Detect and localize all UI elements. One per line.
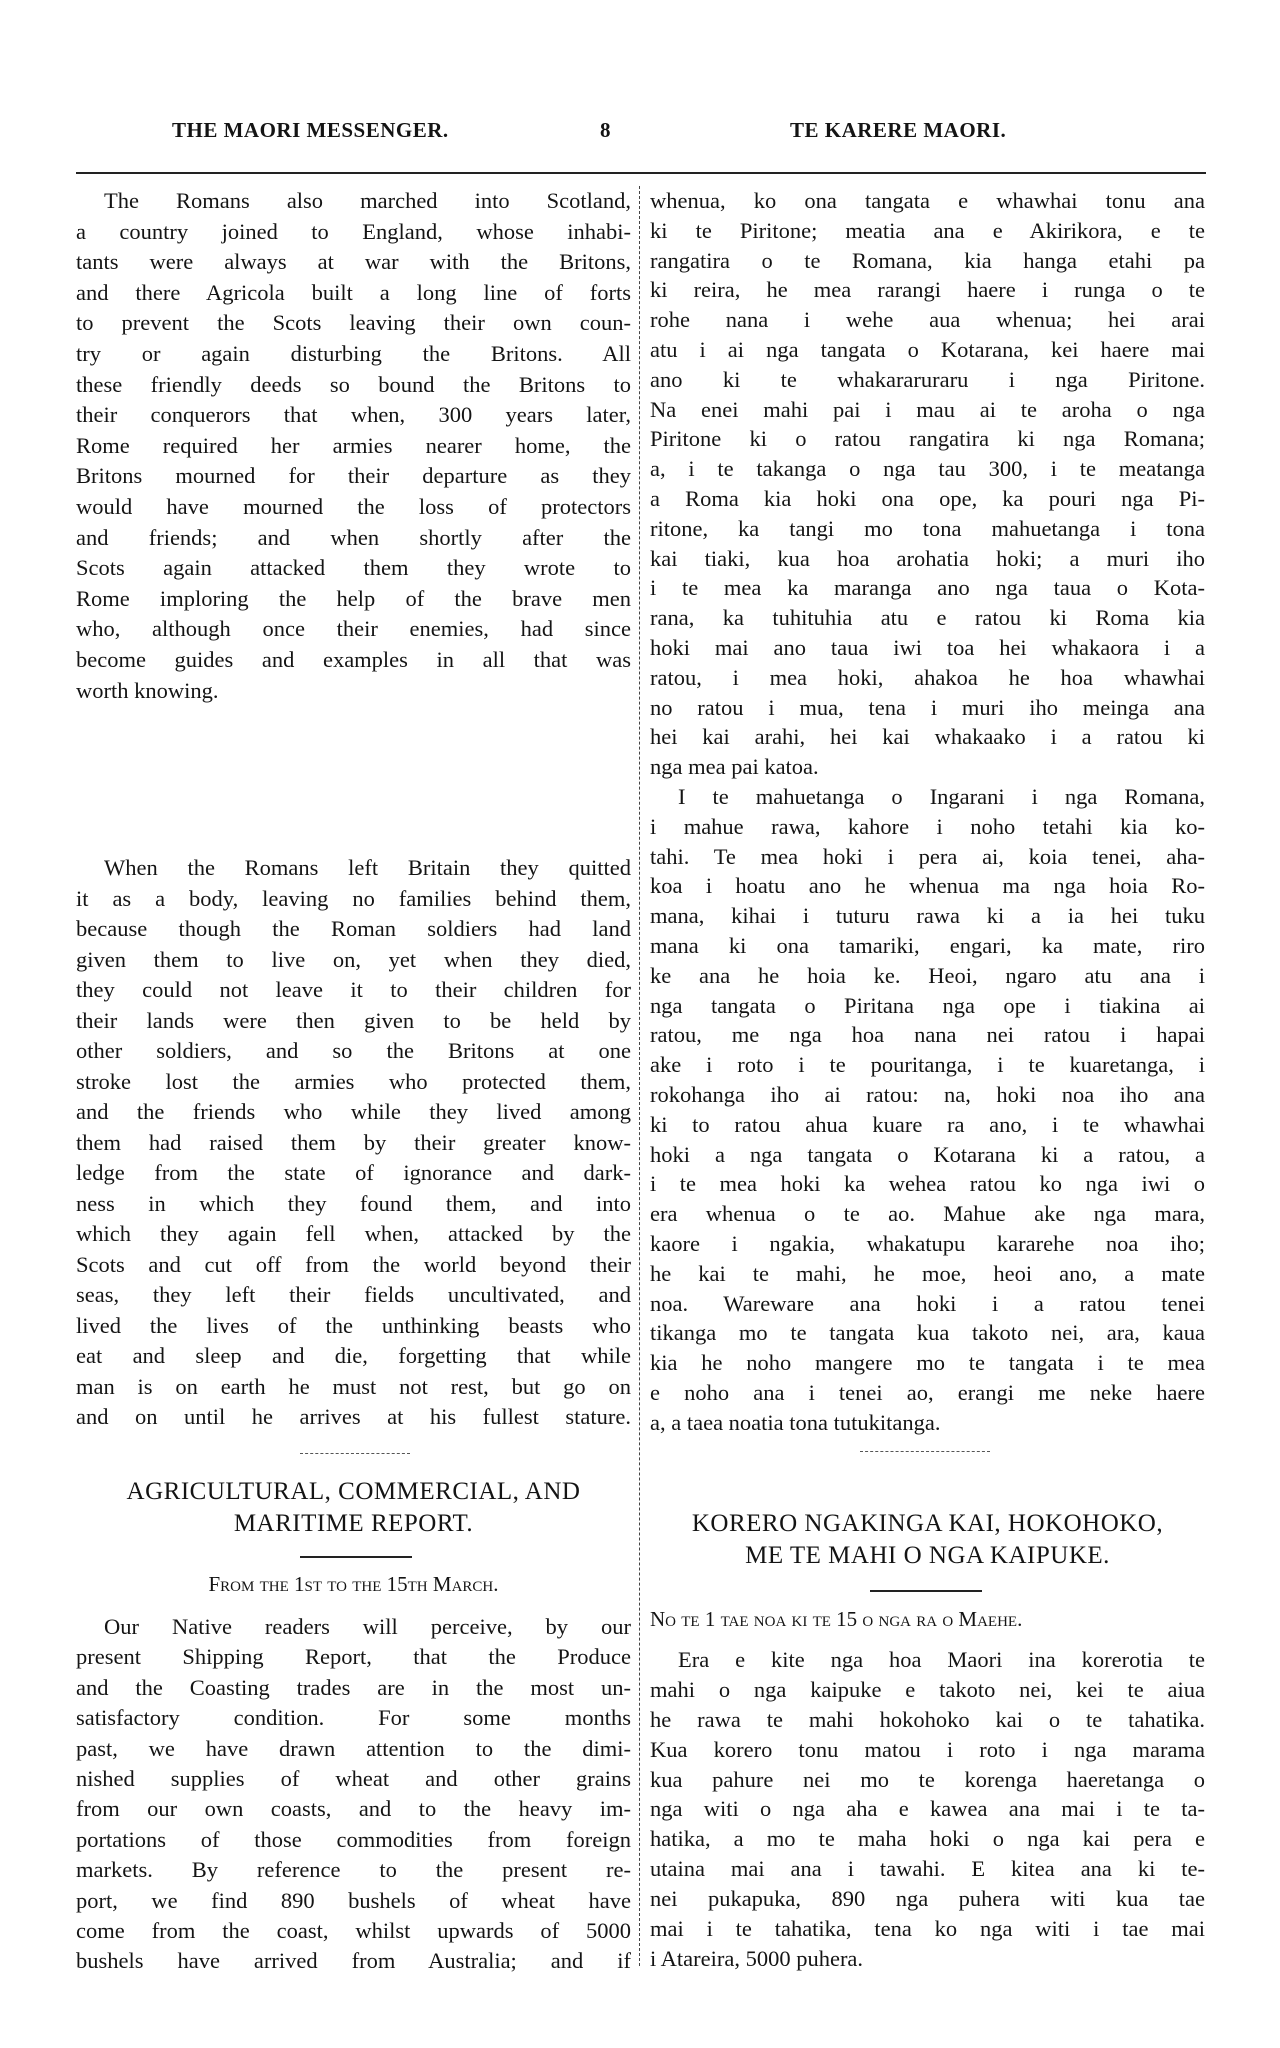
text-line: and on until he arrives at his fullest stature.: [76, 1404, 631, 1429]
text-line: bushels have arrived from Australia; and if: [76, 1948, 631, 1974]
left-paragraph-3: [76, 1612, 631, 1977]
text-line: ness in which they found them, and into: [76, 1190, 631, 1216]
left-section-heading: [76, 1476, 631, 1540]
text-line: their lands were then given to be held by: [76, 1007, 631, 1033]
text-line: mahi o nga kaipuke e takoto nei, kei te aiua: [650, 1676, 1205, 1702]
text-line: kai tiaki, kua hoa arohatia hoki; a muri iho: [650, 545, 1205, 571]
text-line: lived the lives of the unthinking beasts who: [76, 1312, 631, 1338]
text-line: koa i hoatu ano he whenua ma nga hoia Ro-: [650, 873, 1205, 899]
text-line: hoki a nga tangata o Kotarana ki a ratou, a: [650, 1141, 1205, 1167]
section-divider: [300, 1453, 410, 1454]
text-line: Rome required her armies nearer home, the: [76, 432, 631, 458]
text-line: rokohanga iho ai ratou: na, hoki noa iho ana: [650, 1081, 1205, 1107]
text-line: kua pahure nei mo te korenga haeretanga o: [650, 1766, 1205, 1792]
text-line: The Romans also marched into Scotland,: [104, 188, 631, 213]
text-line: he rawa te mahi hokohoko kai o te tahatika.: [650, 1706, 1205, 1732]
text-line: them had raised them by their greater know-: [76, 1129, 631, 1155]
text-line: Rome imploring the help of the brave men: [76, 585, 631, 611]
text-line: eat and sleep and die, forgetting that while: [76, 1343, 631, 1368]
text-line: Scots and cut off from the world beyond their: [76, 1251, 631, 1277]
text-line: i te mea hoki ka wehea ratou ko nga iwi o: [650, 1171, 1205, 1197]
text-line: i Atareira, 5000 puhera.: [650, 1945, 864, 1971]
text-line: noa. Wareware ana hoki i a ratou tenei: [650, 1290, 1205, 1316]
text-line: their conquerors that when, 300 years later,: [76, 402, 631, 428]
text-line: atu i ai nga tangata o Kotarana, kei haere mai: [650, 336, 1205, 362]
text-line: because though the Roman soldiers had land: [76, 916, 631, 941]
text-line: who, although once their enemies, had since: [76, 616, 631, 642]
text-line: these friendly deeds so bound the Britons to: [76, 371, 631, 397]
text-line: and the friends who while they lived among: [76, 1099, 631, 1124]
text-line: and there Agricola built a long line of forts: [76, 279, 631, 305]
right-section-heading: [650, 1508, 1205, 1572]
text-line: present Shipping Report, that the Produce: [76, 1644, 631, 1670]
text-line: Britons mourned for their departure as they: [76, 463, 631, 489]
text-line: mana ki ona tamariki, engari, ka mate, riro: [650, 932, 1205, 958]
text-line: nished supplies of wheat and other grains: [76, 1765, 631, 1791]
text-line: man is on earth he must not rest, but go on: [76, 1373, 631, 1399]
heading-line: MARITIME REPORT.: [233, 1510, 474, 1537]
text-line: ake i roto i te pouritanga, i te kuaretanga, i: [650, 1052, 1205, 1078]
text-line: nga witi o nga aha e kawea ana mai i te ta-: [650, 1796, 1205, 1822]
header-right-title: TE KARERE MAORI.: [790, 118, 1007, 142]
text-line: Kua korero tonu matou i roto i nga marama: [650, 1736, 1205, 1762]
text-line: tikanga mo te tangata kua takoto nei, ara, kaua: [650, 1320, 1205, 1346]
text-line: Era e kite nga hoa Maori ina korerotia te: [678, 1647, 1205, 1672]
text-line: satisfactory condition. For some months: [76, 1705, 631, 1731]
text-line: a Roma kia hoki ona ope, ka pouri nga Pi-: [650, 485, 1205, 511]
text-line: hoki mai ano taua iwi toa hei whakaora i a: [650, 634, 1205, 660]
right-subheading: No te 1 tae noa ki te 15 o nga ra o Maehe.: [650, 1607, 1023, 1631]
text-line: markets. By reference to the present re-: [76, 1857, 631, 1883]
text-line: seas, they left their fields uncultivated, and: [76, 1282, 631, 1307]
page-number: 8: [600, 118, 611, 142]
text-line: and friends; and when shortly after the: [76, 524, 631, 550]
text-line: come from the coast, whilst upwards of 5000: [76, 1917, 631, 1943]
text-line: port, we find 890 bushels of wheat have: [76, 1887, 631, 1913]
text-line: kaore i ngakia, whakatupu kararehe noa iho;: [650, 1230, 1205, 1256]
text-line: rangatira o te Romana, kia hanga etahi pa: [650, 247, 1205, 273]
text-line: which they again fell when, attacked by the: [76, 1221, 631, 1246]
text-line: ano ki te whakararuraru i nga Piritone.: [650, 366, 1205, 392]
text-line: ke ana he hoia ke. Heoi, ngaro atu ana i: [650, 962, 1205, 988]
text-line: become guides and examples in all that was: [76, 646, 631, 672]
text-line: ki to ratou ahua kuare ra ano, i te whawhai: [650, 1111, 1205, 1137]
text-line: rohe nana i wehe aua whenua; hei arai: [650, 307, 1205, 333]
text-line: from our own coasts, and to the heavy im-: [76, 1796, 631, 1822]
text-line: Our Native readers will perceive, by our: [104, 1614, 631, 1639]
text-line: ledge from the state of ignorance and dark-: [76, 1160, 631, 1185]
text-line: a country joined to England, whose inhabi-: [76, 218, 631, 244]
text-line: they could not leave it to their children for: [76, 977, 631, 1002]
text-line: Piritone ki o ratou rangatira ki nga Romana;: [650, 426, 1205, 452]
text-line: I te mahuetanga o Ingarani i nga Romana,: [678, 784, 1205, 809]
text-line: utaina mai ana i tawahi. E kitea ana ki te-: [650, 1856, 1205, 1882]
header-left-title: THE MAORI MESSENGER.: [172, 118, 449, 142]
text-line: tants were always at war with the Britons,: [76, 249, 631, 275]
text-line: to prevent the Scots leaving their own coun-: [76, 310, 631, 336]
text-line: other soldiers, and so the Britons at one: [76, 1038, 631, 1063]
text-line: a, a taea noatia tona tutukitanga.: [650, 1409, 941, 1435]
right-paragraph-2: [650, 782, 1205, 1438]
right-paragraph-1: [650, 186, 1205, 782]
text-line: nga tangata o Piritana nga ope i tiakina ai: [650, 992, 1205, 1018]
text-line: i mahue rawa, kahore i noho tetahi kia ko-: [650, 813, 1205, 839]
text-line: nei pukapuka, 890 nga puhera witi kua tae: [650, 1886, 1205, 1912]
text-line: hatika, a mo te maha hoki o nga kai pera e: [650, 1826, 1205, 1852]
text-line: worth knowing.: [76, 677, 219, 703]
text-line: he kai te mahi, he moe, heoi ano, a mate: [650, 1260, 1205, 1286]
text-line: try or again disturbing the Britons. All: [76, 340, 631, 366]
left-paragraph-2: [76, 853, 631, 1433]
text-line: ki reira, he mea rarangi haere i runga o te: [650, 277, 1205, 303]
text-line: ki te Piritone; meatia ana e Akirikora, e te: [650, 217, 1205, 243]
text-line: mana, kihai i tuturu rawa ki a ia hei tuku: [650, 903, 1205, 929]
text-line: hei kai arahi, hei kai whakaako i a ratou ki: [650, 724, 1205, 750]
text-line: would have mourned the loss of protectors: [76, 493, 631, 519]
text-line: tahi. Te mea hoki i pera ai, koia tenei, aha-: [650, 843, 1205, 869]
text-line: nga mea pai katoa.: [650, 754, 819, 780]
heading-line: KORERO NGAKINGA KAI, HOKOHOKO,: [691, 1510, 1164, 1537]
text-line: portations of those commodities from foreign: [76, 1826, 631, 1852]
text-line: e noho ana i tenei ao, erangi me neke haere: [650, 1379, 1205, 1405]
heading-rule: [300, 1556, 412, 1558]
text-line: rana, ka tuhituhia atu e ratou ki Roma kia: [650, 605, 1205, 631]
text-line: whenua, ko ona tangata e whawhai tonu ana: [650, 188, 1205, 213]
text-line: kia he noho mangere mo te tangata i te mea: [650, 1350, 1205, 1376]
text-line: mai i te tahatika, tena ko nga witi i tae mai: [650, 1916, 1205, 1942]
text-line: a, i te takanga o nga tau 300, i te meatanga: [650, 456, 1205, 482]
text-line: era whenua o te ao. Mahue ake nga mara,: [650, 1201, 1205, 1227]
heading-line: ME TE MAHI O NGA KAIPUKE.: [745, 1542, 1110, 1569]
text-line: ratou, me nga hoa nana nei ratou i hapai: [650, 1022, 1205, 1048]
header-rule: [76, 172, 1206, 174]
text-line: When the Romans left Britain they quitted: [104, 855, 631, 880]
left-paragraph-1: [76, 186, 631, 706]
section-divider: [860, 1451, 990, 1452]
column-divider: [639, 186, 640, 1966]
text-line: ratou, i mea hoki, ahakoa he hoa whawhai: [650, 664, 1205, 690]
text-line: ritone, ka tangi mo tona mahuetanga i tona: [650, 515, 1205, 541]
right-paragraph-3: [650, 1645, 1205, 1974]
text-line: past, we have drawn attention to the dimi-: [76, 1735, 631, 1761]
text-line: i te mea ka maranga ano nga taua o Kota-: [650, 575, 1205, 601]
text-line: it as a body, leaving no families behind them,: [76, 885, 631, 911]
heading-rule: [870, 1590, 982, 1592]
text-line: stroke lost the armies who protected them,: [76, 1068, 631, 1094]
text-line: Na enei mahi pai i mau ai te aroha o nga: [650, 396, 1205, 422]
text-line: no ratou i mua, tena i muri iho meinga ana: [650, 694, 1205, 720]
left-subheading: From the 1st to the 15th March.: [208, 1572, 499, 1596]
text-line: Scots again attacked them they wrote to: [76, 555, 631, 581]
heading-line: AGRICULTURAL, COMMERCIAL, AND: [126, 1478, 581, 1505]
text-line: and the Coasting trades are in the most un-: [76, 1674, 631, 1700]
text-line: given them to live on, yet when they died,: [76, 946, 631, 972]
